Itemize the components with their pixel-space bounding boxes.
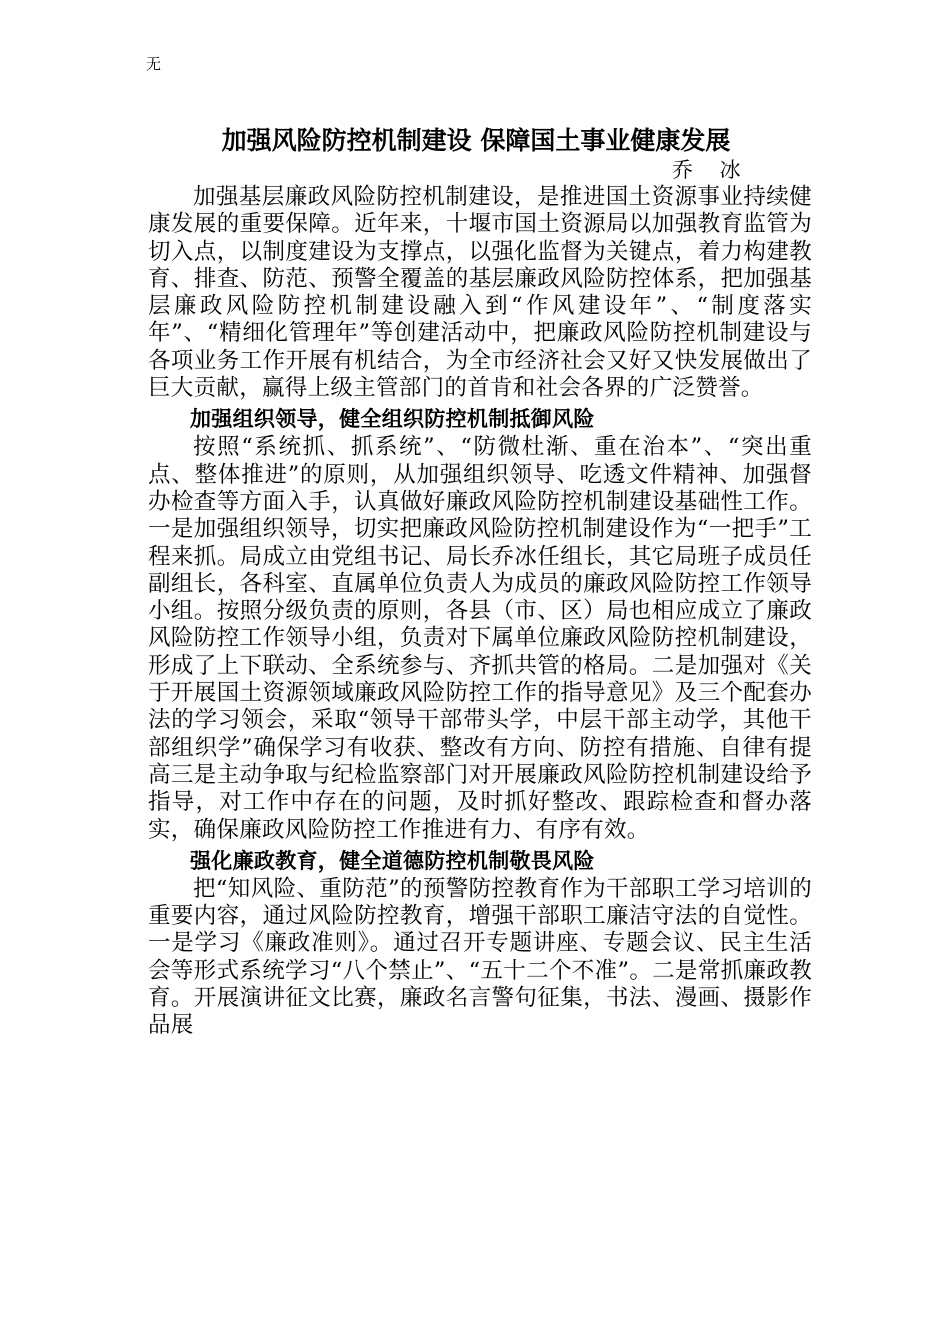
section-paragraph: 按照“系统抓、抓系统”、“防微杜渐、重在治本”、“突出重点、整体推进”的原则，从加强组织领导、吃透文件精神、加强督办检查等方面入手，认真做好廉政风险防控机制建设基础性工作。一是加强组织领导，切实把廉政风险防控机制建设作为“一把手”工程来抓。局成立由党组书记、局长乔冰任组长，其它局班子成员任副组长，各科室、直属单位负责人为成员的廉政风险防控工作领导小组。按照分级负责的原则，各县（市、区）局也相应成立了廉政风险防控工作领导小组，负责对下属单位廉政风险防控机制建设，形成了上下联动、全系统参与、齐抓共管的格局。二是加强对《关于开展国土资源领域廉政风险防控工作的指导意见》及三个配套办法的学习领会，采取“领导干部带头学，中层干部主动学，其他干部组织学”确保学习有收获、整改有方向、防控有措施、自律有提高三是主动争取与纪检监察部门对开展廉政风险防控机制建设给予指导，对工作中存在的问题，及时抓好整改、跟踪检查和督办落实，确保廉政风险防控工作推进有力、有序有效。 bbox=[148, 434, 812, 843]
header-mark: 无 bbox=[146, 55, 162, 73]
section-paragraph: 把“知风险、重防范”的预警防控教育作为干部职工学习培训的重要内容，通过风险防控教育，增强干部职工廉洁守法的自觉性。一是学习《廉政准则》。通过召开专题讲座、专题会议、民主生活会等形式系统学习“八个禁止”、“五十二个不准”。二是常抓廉政教育。开展演讲征文比赛，廉政名言警句征集，书法、漫画、摄影作品展 bbox=[148, 875, 812, 1039]
article-title: 加强风险防控机制建设 保障国土事业健康发展 bbox=[221, 126, 731, 155]
article-author: 乔 冰 bbox=[672, 158, 751, 182]
section-heading: 加强组织领导，健全组织防控机制抵御风险 bbox=[190, 407, 595, 432]
article-body bbox=[148, 184, 812, 1040]
section-heading: 强化廉政教育，健全道德防控机制敬畏风险 bbox=[190, 848, 595, 873]
intro-paragraph: 加强基层廉政风险防控机制建设，是推进国土资源事业持续健康发展的重要保障。近年来，十堰市国土资源局以加强教育监管为切入点，以制度建设为支撑点，以强化监督为关键点，着力构建教育、排查、防范、预警全覆盖的基层廉政风险防控体系，把加强基层廉政风险防控机制建设融入到“作风建设年”、“制度落实年”、“精细化管理年”等创建活动中，把廉政风险防控机制建设与各项业务工作开展有机结合，为全市经济社会又好又快发展做出了巨大贡献，赢得上级主管部门的首肯和社会各界的广泛赞誉。 bbox=[148, 184, 812, 402]
